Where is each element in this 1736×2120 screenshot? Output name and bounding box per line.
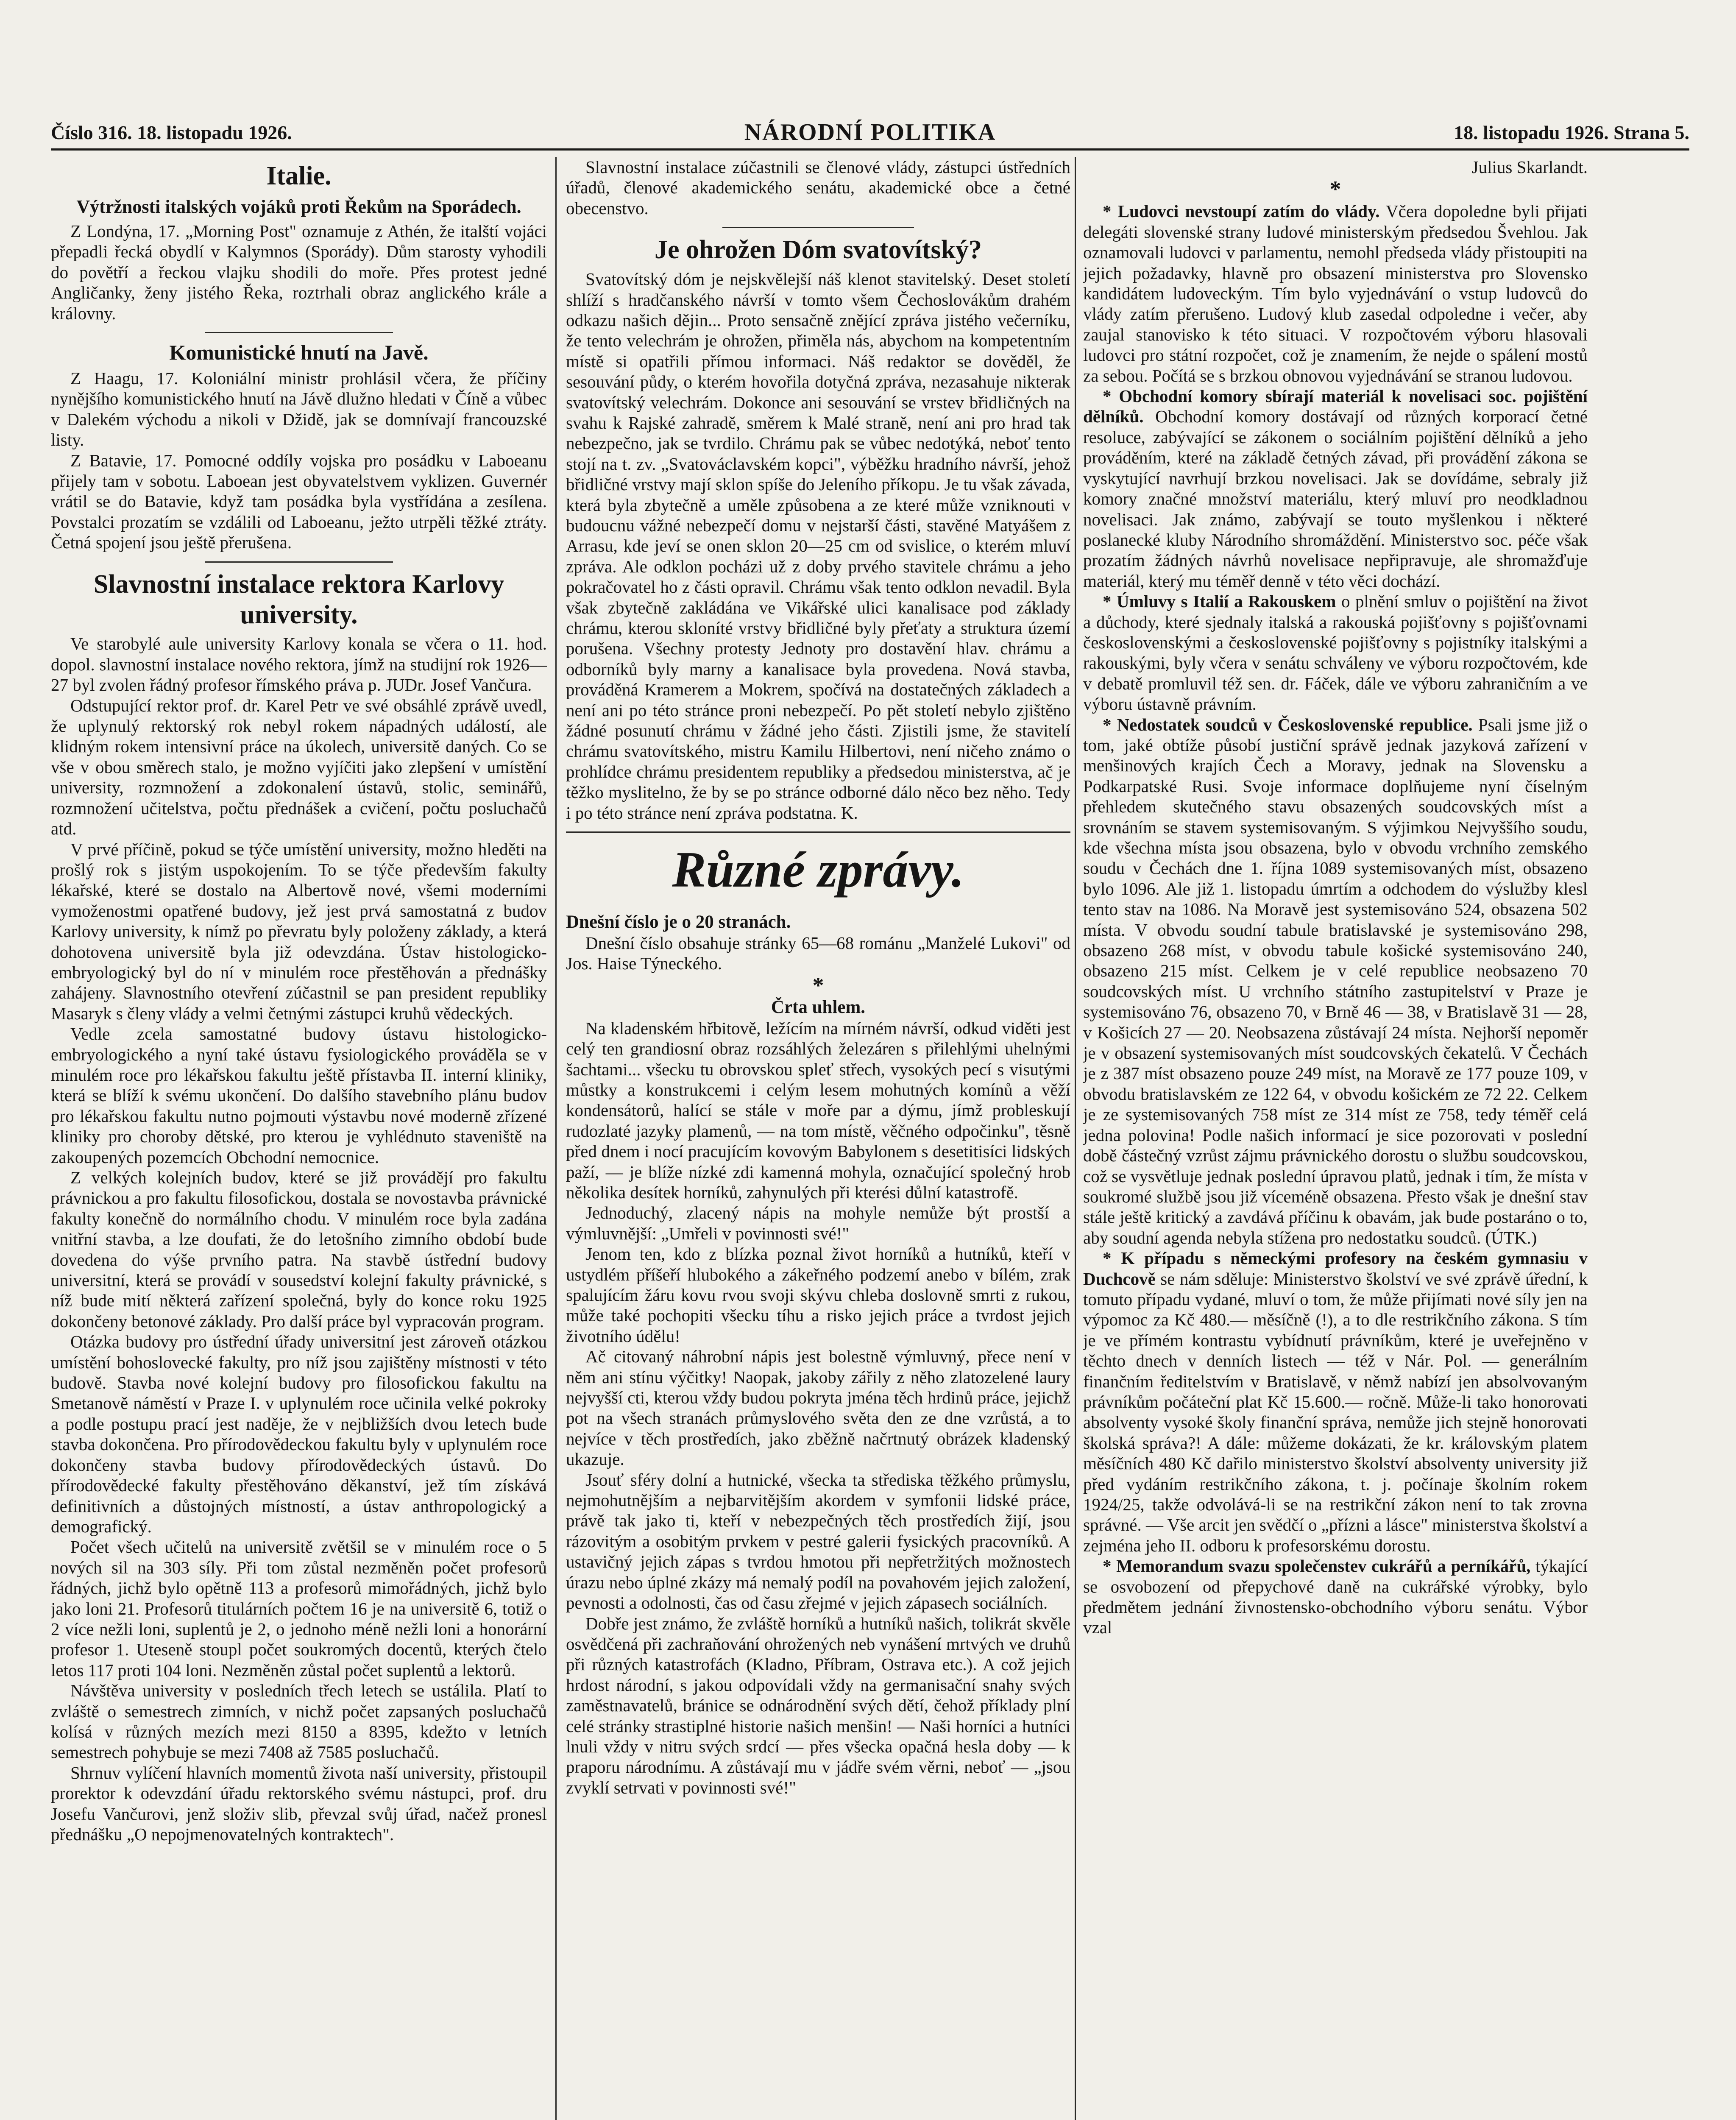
news-body-duchcov: se nám sděluje: Ministerstvo školství ve své zprávě úřední, k tomuto případu vydané, mluví o tom, že může přijímati nové síly jen na výpomoc za Kč 480.— měsíčně (!), a to dle restrikčního zákona. S tím je ve přímém kontrastu vybídnutí právníkům, které je uveřejněno v těchto dnech v denních listech — též v Nár. Pol. — generálním finančním ředitelstvím v Bratislavě, v němž nabízí jen absolvovaným právníkům počáteční plat Kč 15.600.— ročně. Může-li tako honorovati absolventy vysoké školy finanční správa, nemůže jich stejně honorovati školská správa?! A dále: můžeme dokázati, že kr. královským platem měsíčních 480 Kč dařilo ministerstvo školství absolventy university již před vydáním restrikčního zákona, t. j. počínaje školním rokem 1924/25, takže odvolává-li se na restrikční zákon není to tak zrovna správné. — Vše arcit jen svědčí o „přízni a lásce" ministerstva školství a zejména jeho II. odboru k profesorskému dorostu. bbox=[1083, 1269, 1588, 1555]
headline-rector: Slavnostní instalace rektora Karlovy university. bbox=[93, 569, 504, 629]
article-java-text-1: Z Haagu, 17. Koloniální ministr prohlásil včera, že příčiny nynějšího komunistického hnutí na Jávě dlužno hledati v Číně a vůbec v Dalekém východu a nikoli v Džidě, jak se domnívají francouzské listy. bbox=[51, 368, 547, 450]
news-lead-duchcov: * K případu s německými profesory na českém gymnasiu v Duchcově bbox=[1083, 1248, 1588, 1289]
article-rector-text-8: Návštěva university v posledních třech letech se ustálila. Platí to zvláště o semestrech zimních, v nichž počet zapsaných posluchačů kolísá v různých mezích mezi 8150 a 8395, kdežto v letních semestrech pohybuje se mezi 7408 až 7585 posluchačů. bbox=[51, 1681, 547, 1762]
article-crta-text-3: Jenom ten, kdo z blízka poznal život horníků a hutníků, kteří v ustydlém příšeří hlubokého a zákeřného podzemí anebo v bílém, zrak spalujícím žáru kovu rvou svoji skývu chleba doslovně smrti z rukou, může také pochopiti všecku tíhu a riskо jejich práce a tvrdost jejich životního údělu! bbox=[566, 1244, 1070, 1346]
news-item-ludovci bbox=[1083, 201, 1588, 386]
article-crta-text-6: Dobře jest známo, že zvláště horníků a hutníků našich, tolikrát skvěle osvědčená při zachraňování ohrožených neb vynášení mrtvých ve druhů při různých katastrofách (Kladno, Příbram, Ostrava etc.). A což jejich hrdost národní, s jakou odpovídali vždy na germanisační snahy svých zaměstnavatelů, bránice se odnárodnění svých dětí, čehož příklady plní celé stránky strastiplné historie našich menšin! — Naši horníci a hutníci lnuli vždy v nitru svých srdcí — přes všecka opačná hesla doby — k praporu národnímu. A zůstávají mu v jádře svém věrni, neboť — „jsou zvyklí setrvati v povinnosti své!" bbox=[566, 1613, 1070, 1797]
article-rector-text-1: Ve starobylé aule university Karlovy konala se včera o 11. hod. dopol. slavnostní instalace nového rektora, jímž na studijní rok 1926—27 byl zvolen řádný profesor římského práva p. JUDr. Josef Vančura. bbox=[51, 634, 547, 695]
article-dom-text: Svatovítský dóm je nejskvělejší náš klenot stavitelský. Deset století shlíží s hradčanského návrší v tomto všem Čechoslovákům drahém odkazu našich dějin... Proto sensačně znějící zpráva jistého večerníku, že tento velechrám je ohrožen, přiměla nás, abychom na kompetentním místě si opatřili přímou informaci. Náš redaktor se dověděl, že sesouvání půdy, o kterém hovořila dotyčná zpráva, nezasahuje nikterak svatovítský velechrám. Dokonce ani sesouvání se vrstev břidličných na svahu k Rajské zahradě, směrem k Malé straně, není ani pro hrad tak nebezpečno, jak se tvrdilo. Chrámu pak se vůbec nedotýká, neboť tento stojí na t. zv. „Svatováclavském kopci", výběžku hradního návrší, jehož břidličné vrstvy mají sklon spíše do Jeleního příkopu. Je tu však závada, která byla zbytečně a uměle způsobena a ze které může vzniknouti v budoucnu vážné nebezpečí domu v nejstarší části, stavěné Matyášem z Arrasu, kde jeví se onen sklon 20—25 cm od svislice, o kterém mluví zpráva. Ale odklon pocházi už z doby prvého stavitele chrámu a jeho pokračovatel ho z části opravil. Chrámu však tento odklon nevadil. Byla však zbytečně zakládána ve Vikářské ulici kanalisace pod základy chrámu, kterou skloníté vrstvy břidličné byly přeťaty a struktura území porušena. Všechny protesty Jednoty pro dostavění hlav. chrámu a odborníků byly marny a kanalisace byla provedena. Nová stavba, prováděná Kramerem a Mokrem, spočívá na dostatečných základech a není ani po této stránce proni nebezpečí. Po pět století nebylo zjištěno žádné posunutí chrámu v žádné jeho části. Zjistili jsme, že stavitelí chrámu svatovítského, mistru Kamilu Hilbertovi, není ničeho známo o prohlídce chrámu presidentem republiky a předsedou ministerstva, ač je těžko myslitelno, že by se po stránce odborné dálo něco bez něho. Tedy i po této stránce není zpráva podstatna. K. bbox=[566, 269, 1070, 823]
article-rector-text-5: Z velkých kolejních budov, které se již provádějí pro fakultu právnickou a pro fakultu filosofickou, dostala se novostavba právnické fakulty konečně do normálního chodu. V minulém roce byla zadána vnitřní stavba, a lze doufati, že do letošního zimního období bude dovedena do výše prvního patra. Na stavbě ústřední budovy universitní, která se provádí v sousedství kolejní fakulty právnické, s níž bude mití některá zařízení společná, byly do konce roku 1925 dokončeny betonové základy. Pro další práce byl vypracován program. bbox=[51, 1168, 547, 1331]
article-rector-text-2: Odstupující rektor prof. dr. Karel Petr ve své obsáhlé zprávě uvedl, že uplynulý rektorský rok nebyl rokem nápadných událostí, ale klidným rokem intensivní práce na úkolech, universitě daných. Co se vše v obou směrech stalo, je možno vyjíčiti jako zlepšení v umístění university, rozmnožení a zdokonalení ústavů, stolic, seminářů, rozmnožení učitelstva, počtu přednášek a cvičení, počtu posluchačů atd. bbox=[51, 695, 547, 839]
news-body-komory: Obchodní komory dostávají od různých korporací četné resoluce, zabývající se zákonem o sociálním pojištění dělníků a jeho prováděním, které na základě četných závad, při provádění zákona se vyskytující navrhují brzkou novelisaci. Jak se dovídáme, sebraly již komory značné množství materiálu, který mluví pro neodkladnou novelisaci. Jak známo, zabývají se touto myšlenkou i některé poslanecké kluby Národního shromáždění. Ministerstvo soc. péče však prozatím žádných návrhů novelisace nepřipravuje, ale shromažďuje materiál, který mu téměř denně v této věci dochází. bbox=[1083, 407, 1588, 591]
news-lead-soudci: * Nedostatek soudců v Československé republice. bbox=[1103, 714, 1473, 734]
headline-java: Komunistické hnutí na Javě. bbox=[169, 340, 429, 364]
news-item-memorandum bbox=[1083, 1556, 1588, 1638]
article-crta-text-4: Ač citovaný náhrobní nápis jest bolestně výmluvný, přece není v něm ani stínu výčitky! Naopak, jakoby zářily z něho zlatozelené laury nejvyšší cti, kterou vždy budou pokryta jména těch hrdinů práce, jejichž pot na všech stranách průmyslového světa den ze dne vzrůstá, a to nejvíce v těch prostředích, jako zběžně načrtnutý obrázek kladenský ukazuje. bbox=[566, 1347, 1070, 1469]
news-lead-ludovci: * Ludovci nevstoupí zatím do vlády. bbox=[1103, 201, 1380, 221]
article-crta-text-1: Na kladenském hřbitově, ležícím na mírném návrší, odkud viděti jest celý ten grandiosní obraz rozsáhlých železáren s přilehlými uhelnými šachtami... všecku tu obrovskou spleť střech, vysokých pecí s visutými můstky a konstrukcemi i celým lesem mohutných komínů a věží kondensátorů, halící se stále v moře par a dýmu, jímž probleskují rudozlaté jazyky plamenů, — na tom místě, věčného odpočinku", těsně před dnem i nocí pracujícím kovovým Babylonem s desetitisíci lidských paží, — je blíže nízké zdi kamenná mohyla, označující společný hrob několika desítek horníků, zahynulých při kterési důlní katastrofě. bbox=[566, 1018, 1070, 1202]
news-lead-umluvy: * Úmluvy s Italií a Rakouskem bbox=[1103, 591, 1336, 611]
article-crta-text-5: Jsouť sféry dolní a hutnické, všecka ta střediska těžkého průmyslu, nejmohutnějším a nejbarvitějším akordem v symfonii lidské práce, právě tak jako ti, kteří v nebezpečných těch prostředích žijí, jsou rázovitým a osobitým prvkem v pestré galerii fysických pracovníků. A ustavičný jejich zápas s tvrdou hmotou při nepřetržitých možnostech úrazu nebo úplné zkázy má nemalý podíl na povahovém jejich založení, pevnosti a odolnosti, čas od času zřejmé v jejich zápasech sociálních. bbox=[566, 1470, 1070, 1613]
article-rector-text-7: Počet všech učitelů na universitě zvětšil se v minulém roce o 5 nových sil na 303 síly. Při tom zůstal nezměněn počet profesorů řádných, jichž bylo opětně 113 a profesorů mimořádných, jichž bylo jako loni 21. Profesorů titulárních počtem 16 je na universitě 6, totiž o 2 více nežli loni, suplentů je 2, o jednoho méně nežli loni a honorární profesor 1. Uteseně stoupl počet soukromých docentů, kterých čtelo letos 117 proti 104 loni. Nezměněn zůstal počet suplentů a lektorů. bbox=[51, 1537, 547, 1680]
news-item-umluvy bbox=[1083, 591, 1588, 714]
masthead-title: NÁRODNÍ POLITIKA bbox=[744, 119, 996, 145]
article-rector-text-9: Shrnuv vylíčení hlavních momentů života naší university, přistoupil prorektor k odevzdání úřadu rektorského svému nástupci, prof. dru Josefu Vančurovi, jenž složiv slib, převzal svůj úřad, načež pronesl přednášku „O nepojmenovatelných kontraktech". bbox=[51, 1763, 547, 1844]
separator bbox=[205, 332, 393, 333]
page-header bbox=[51, 119, 1689, 151]
news-item-duchcov bbox=[1083, 1248, 1588, 1556]
column-rule-2 bbox=[1075, 157, 1076, 2120]
article-java-text-2: Z Batavie, 17. Pomocné oddíly vojska pro posádku v Laboeanu přijely tam v sobotu. Laboean jest obyvatelstvem vyklizen. Guvernér vrátil se do Batavie, když tam posádka byla vystřídána a zesílena. Povstalci prozatím se vzdálili od Laboeanu, ježto utrpěli těžké ztráty. Četná spojení jsou ještě přerušena. bbox=[51, 450, 547, 552]
star-divider: * bbox=[1329, 176, 1341, 202]
article-crta-text-2: Jednoduchý, zlacený nápis na mohyle nemůže být prostší a výmluvnější: „Umřeli v povinnosti své!" bbox=[566, 1203, 1070, 1243]
news-item-soudci bbox=[1083, 714, 1588, 1248]
star-divider: * bbox=[812, 973, 824, 999]
news-body-soudci: Psali jsme již o tom, jaké obtíže působí justiční správě jednak jazyková zařízení v menšinových krajích Čech a Moravy, jednak na Slovensku a Podkarpatské Rusi. Svoje informace doplňujeme nyní číselným přehledem skutečného stavu obsazených soudcovských míst a srovnáním se stavem systemisovaným. S výjimkou Nejvyššího soudu, kde všechna místa jsou obsazena, bylo v obvodu vrchního zemského soudu v Čechách dne 1. října 1089 systemisovaných míst, obsazeno bylo 1096. Ale již 1. listopadu úmrtím a odchodem do výslužby klesl tento stav na 1086. Na Moravě jest systemisováno 524, obsazena 502 místa. V obvodu soudní tabule bratislavské je systemisováno 298, obsazeno 268 míst, v obvodu tabule košické systemisováno 240, obsazeno 215 míst. Celkem je v celé republice neobsazeno 70 soudcovských míst. U vrchního státního zastupitelství v Praze je systemisováno 76, obsazeno 70, v Brně 46 — 38, v Bratislavě 31 — 28, v Košicích 27 — 20. Neobsazena zůstávají 24 místa. Nejhorší nepoměr je v obsazení systemisovaných míst soudcovských čekatelů. V Čechách je z 387 míst obsazeno pouze 249 míst, na Moravě ze 177 pouze 109, v obvodu bratislavském ze 122 64, v obvodu košickém ze 72 22. Celkem je ze systemisovaných 758 míst ze 314 míst ze 758, tedy téměř celá jedna polovina! Podle našich informací je sice pozorovati v poslední době částečný vzrůst zájmu právnického dorostu o službu soudcovskou, což se vysvětluje jednak poslední úpravou platů, jednak i tím, že místa v soukromé službě jsou již víceméně obsazena. Přesto však je dnešní stav stále ještě kritický a zavdává příčinu k obavám, jak bude postaráno o to, aby soudní agenda nebyla stížena pro nedostatku soudců. (ÚTK.) bbox=[1083, 714, 1588, 1247]
section-italy: Italie. bbox=[266, 162, 332, 190]
article-rector-text-3: V prvé příčině, pokud se týče umístění university, možno hleděti na prošlý rok s jistým uspokojením. To se týče především fakulty lékařské, které se dostalo na Albertově nové, všemi moderními vymoženostmi opatřené budovy, jež jest prvá samostatná z budov Karlovy university, k nímž po převratu byly položeny základy, a která dohotovena universitě byla již odevzdána. Ústav histologicko-embryologický byl do ní v minulém roce přestěhován a přednášky zahájeny. Slavnostního otevření zúčastnil se pan president republiky Masaryk s členy vlády a velmi četnými zástupci kruhů vědeckých. bbox=[51, 839, 547, 1023]
article-italy-text: Z Londýna, 17. „Morning Post" oznamuje z Athén, že italští vojáci přepadli řecká obydlí v Kalymnos (Sporády). Dům starosty vyhodili do povětří a řeckou vlajku shodili do moře. Přes protest jedné Angličanky, ženy jistého Řeka, roztrhali obraz anglického krále a královny. bbox=[51, 221, 547, 323]
news-item-komory bbox=[1083, 386, 1588, 591]
article-crta-signature: Julius Skarlandt. bbox=[1471, 157, 1588, 177]
headline-today: Dnešní číslo je o 20 stranách. bbox=[566, 912, 791, 932]
news-body-memorandum: týkající se osvobození od přepychové daně na cukrářské výrobky, bylo předmětem jednání živnostensko-obchodního výboru senátu. Výbor vzal bbox=[1083, 1556, 1588, 1637]
separator bbox=[722, 227, 914, 228]
column-1 bbox=[51, 157, 547, 2120]
news-body-ludovci: Včera dopoledne byli přijati delegáti slovenské strany ludové ministerským předsedou Švehlou. Jak oznamovali ludovci v parlamentu, nemohl předseda vlády přistoupiti na jejich požadavky, hlavně pro obsazení ministerstva pro Slovensko kandidátem ludoveckým. Tím bylo vyjednávání o vstup ludovců do vlády zatím přerušeno. Ludový klub zasedal odpoledne i večer, aby zaujal stanovisko k této situaci. V rozpočtovém výboru hlasovali ludovci pro státní rozpočet, což je znamením, že nejde o spálení mostů za sebou. Počítá se s brzkou obnovou vyjednávání se stranou ludovou. bbox=[1083, 201, 1588, 385]
article-rector-text-6: Otázka budovy pro ústřední úřady universitní jest zároveň otázkou umístění bohoslovecké fakulty, pro níž jsou zajištěny místnosti v této budově. Stavba nové kolejní budovy pro filosofickou fakultu na Smetanově náměstí v Praze I. v uplynulém roce učinila velké pokroky a podle postupu prací jest naděje, že v nejbližších dvou letech bude stavba dokončena. Pro přírodovědeckou fakultu byly v uplynulém roce dokončeny stavba budovy přírodovědeckých ústavů. Do přírodovědecké fakulty přestěhováno děkanství, jež tím získává definitivních a důstojných místností, a ústav anthropologický a demografický. bbox=[51, 1332, 547, 1536]
news-body-umluvy: o plnění smluv o pojištění na život a důchody, které sjednaly italská a rakouská pojišťovny s pojišťovnami československými a československé pojišťovny s pojistníky italskými a rakouskými, byly včera v senátu schváleny ve výboru rozpočtovém, kde v debatě promluvil též sen. dr. Fáček, dále ve výboru zahraničním a ve výboru ústavně právním. bbox=[1083, 591, 1588, 714]
separator bbox=[205, 561, 393, 563]
article-today-text: Dnešní číslo obsahuje stránky 65—68 románu „Manželé Lukovi" od Jos. Haise Týneckého. bbox=[566, 933, 1070, 973]
article-rector-text-4: Vedle zcela samostatné budovy ústavu histologicko-embryologického a nyní také ústavu fysiologického prováděla se v minulém roce pro lékařskou fakultu ještě přístavba II. interní kliniky, která se blíží k svému ukončení. Do dalšího stavebního plánu budov pro lékařskou fakultu nutno pojmouti výstavbu nové moderně zřízené kliniky pro choroby dětské, pro kterou je vyhlédnuto staveniště na zakoupených pozemcích Obchodní nemocnice. bbox=[51, 1024, 547, 1167]
news-lead-memorandum: * Memorandum svazu společenstev cukrářů a perníkářů, bbox=[1103, 1556, 1531, 1576]
headline-dom: Je ohrožen Dóm svatovítský? bbox=[654, 235, 982, 265]
headline-crta: Črta uhlem. bbox=[771, 997, 866, 1018]
article-rector-text-10: Slavnostní instalace zúčastnili se členové vlády, zástupci ústředních úřadů, členové akademického senátu, akademické obce a četné obecenstvo. bbox=[566, 157, 1070, 218]
date-page-number: 18. listopadu 1926. Strana 5. bbox=[1454, 122, 1689, 143]
column-2 bbox=[566, 157, 1070, 2120]
issue-number-date: Číslo 316. 18. listopadu 1926. bbox=[51, 122, 292, 143]
column-3 bbox=[1083, 157, 1588, 2120]
column-rule-1 bbox=[555, 157, 557, 2120]
headline-italy: Výtržnosti italských vojáků proti Řekům na Sporádech. bbox=[76, 196, 521, 217]
news-lead-komory: * Obchodní komory sbírají materiál k novelisaci soc. pojištění dělníků. bbox=[1083, 386, 1588, 427]
section-misc-title: Různé zprávy. bbox=[566, 831, 1070, 899]
